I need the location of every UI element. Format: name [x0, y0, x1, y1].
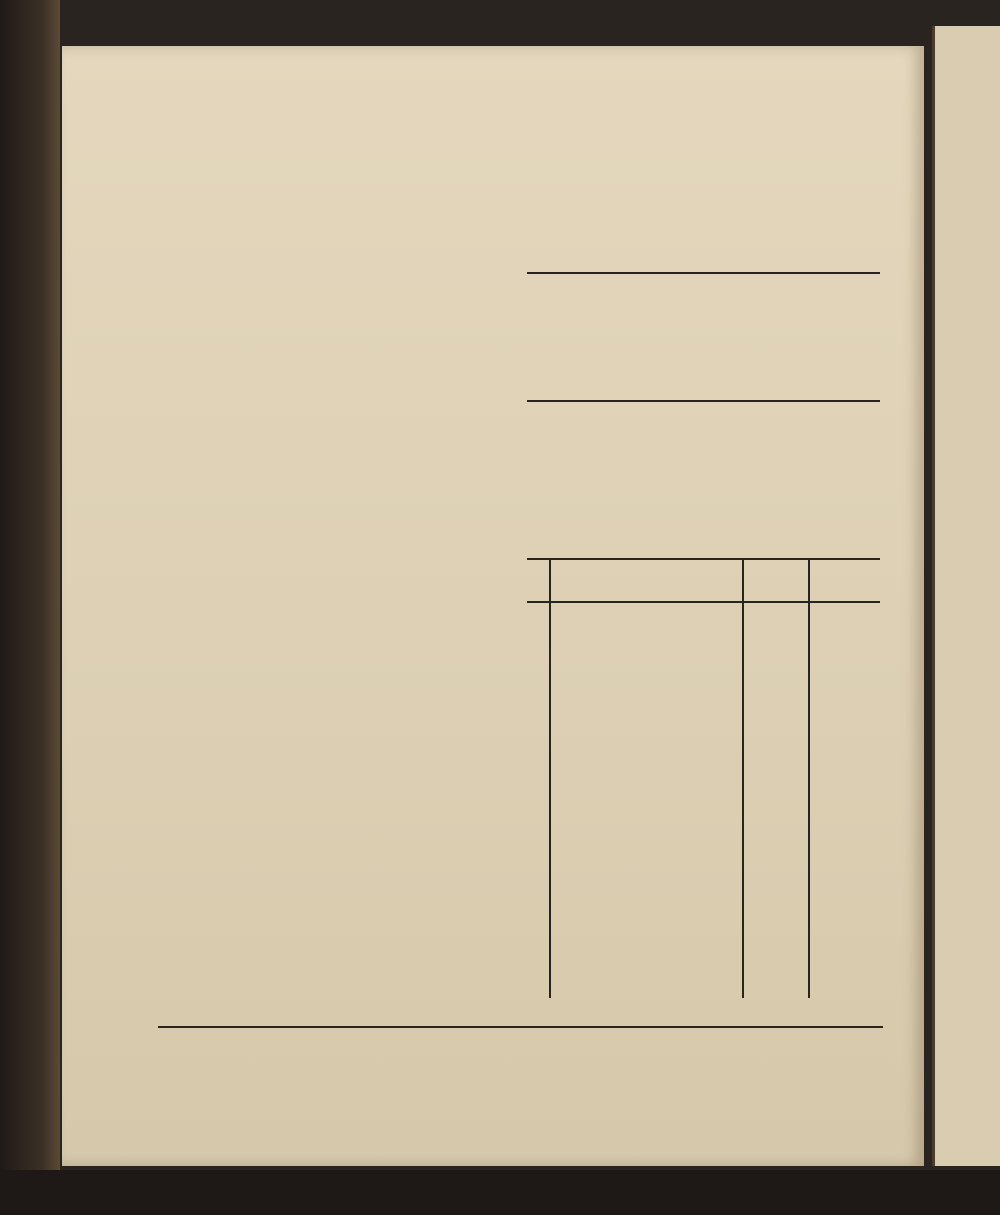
table-col-line: [742, 560, 744, 998]
footer-rule: [158, 1026, 883, 1028]
table-header-rule: [527, 601, 880, 603]
next-page-edge: [932, 26, 1000, 1166]
divider: [527, 272, 880, 274]
table-col-line: [808, 560, 810, 998]
table-top-rule: [527, 558, 880, 560]
table-col-line: [549, 560, 551, 998]
book-spine-left: [0, 0, 60, 1215]
page: [62, 46, 924, 1166]
divider: [527, 400, 880, 402]
book-edge-bottom: [0, 1170, 1000, 1215]
